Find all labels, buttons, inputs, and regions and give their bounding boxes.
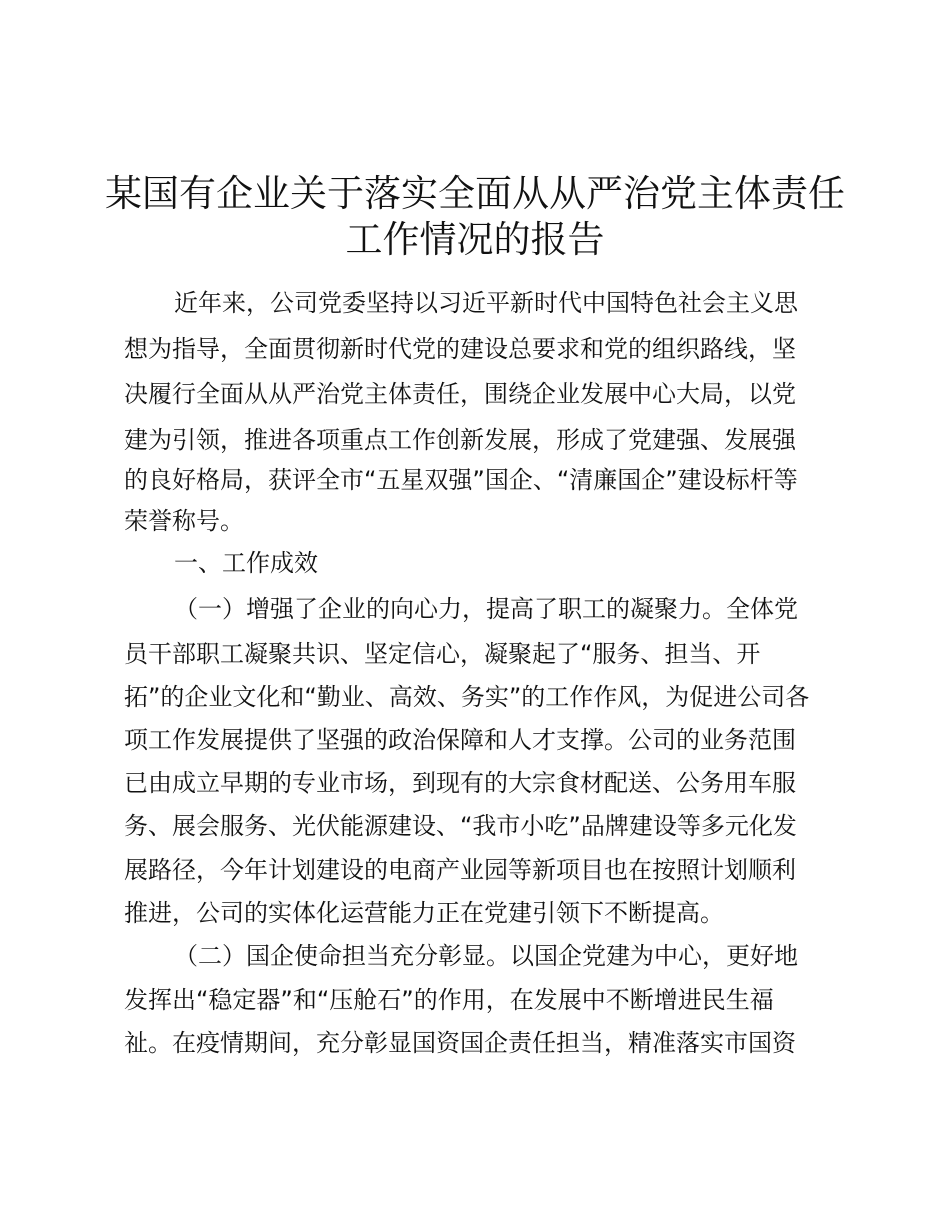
body-line: 展路径，今年计划建设的电商产业园等新项目也在按照计划顺利 <box>124 856 796 884</box>
body-line: 员干部职工凝聚共识、坚定信心，凝聚起了“服务、担当、开 <box>124 640 761 668</box>
section-heading: 一、工作成效 <box>174 549 318 577</box>
body-line: 近年来，公司党委坚持以习近平新时代中国特色社会主义思 <box>174 289 798 317</box>
document-title-line-2: 工作情况的报告 <box>345 218 605 261</box>
body-line: 荣誉称号。 <box>124 507 244 535</box>
body-line: 拓”的企业文化和“勤业、高效、务实”的工作作风，为促进公司各 <box>124 683 810 711</box>
body-line: 决履行全面从从严治党主体责任，围绕企业发展中心大局，以党 <box>124 380 796 408</box>
body-line: 发挥出“稳定器”和“压舱石”的作用，在发展中不断增进民生福 <box>124 986 774 1014</box>
body-line: （一）增强了企业的向心力，提高了职工的凝聚力。全体党 <box>174 595 798 623</box>
body-line: 祉。在疫情期间，充分彰显国资国企责任担当，精准落实市国资 <box>124 1029 796 1057</box>
body-line: 建为引领，推进各项重点工作创新发展，形成了党建强、发展强 <box>124 426 796 454</box>
body-line: 已由成立早期的专业市场，到现有的大宗食材配送、公务用车服 <box>124 769 796 797</box>
document-title-line-1: 某国有企业关于落实全面从从严治党主体责任 <box>105 172 845 215</box>
body-line: 推进，公司的实体化运营能力正在党建引领下不断提高。 <box>124 899 724 927</box>
body-line: 项工作发展提供了坚强的政治保障和人才支撑。公司的业务范围 <box>124 726 796 754</box>
body-line: （二）国企使命担当充分彰显。以国企党建为中心，更好地 <box>174 942 798 970</box>
body-line: 想为指导，全面贯彻新时代党的建设总要求和党的组织路线，坚 <box>124 335 796 363</box>
body-line: 的良好格局，获评全市“五星双强”国企、“清廉国企”建设标杆等 <box>124 466 798 494</box>
body-line: 务、展会服务、光伏能源建设、“我市小吃”品牌建设等多元化发 <box>124 812 797 840</box>
